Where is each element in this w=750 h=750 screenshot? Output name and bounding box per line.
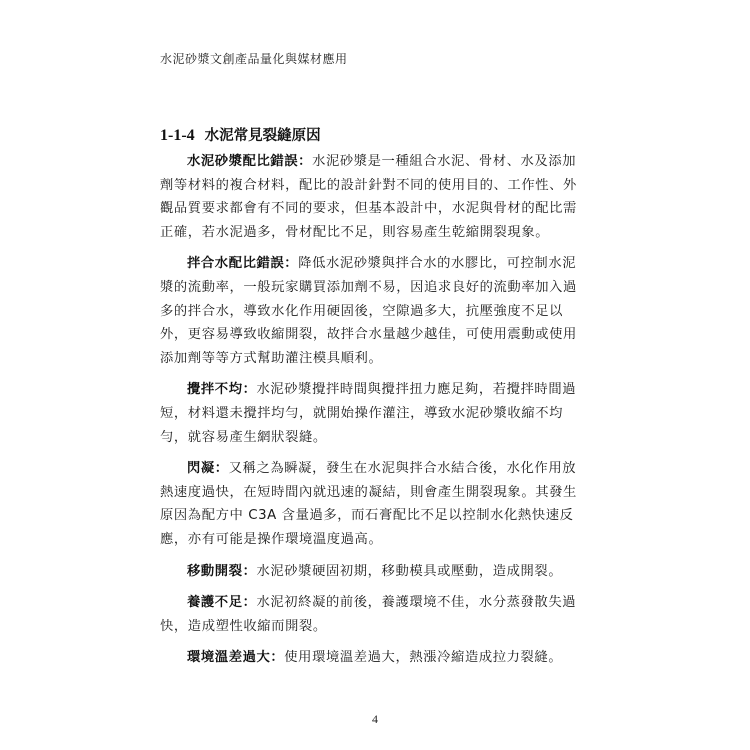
paragraph-term: 拌合水配比錯誤：	[187, 256, 299, 272]
section-number: 1-1-4	[160, 127, 195, 144]
paragraph-text: 水泥砂漿是一種組合水泥、骨材、水及添加劑等材料的複合材料，配比的設計針對不同的使用目的、工作性、外觀品質要求都會有不同的要求，但基本設計中，水泥與骨材的配比需正確，若水泥過多，骨材配比不足，則容易產生乾縮開裂現象。	[160, 154, 577, 240]
paragraph-mix-ratio	[160, 150, 580, 244]
paragraph-text: 使用環境溫差過大，熱漲冷縮造成拉力裂縫。	[284, 650, 563, 666]
paragraph-text: 降低水泥砂漿與拌合水的水膠比，可控制水泥漿的流動率，一般玩家購買添加劑不易，因追求良好的流動率加入過多的拌合水，導致水化作用硬固後，空隙過多大，抗壓強度不足以外，更容易導致收縮開裂，故拌合水量越少越佳，可使用震動或使用添加劑等等方式幫助灌注模具順利。	[160, 256, 577, 366]
paragraph-text: 水泥砂漿攪拌時間與攪拌扭力應足夠，若攪拌時間過短，材料還未攪拌均勻，就開始操作灌注，導致水泥砂漿收縮不均勻，就容易產生網狀裂縫。	[160, 382, 577, 445]
paragraph-water-ratio	[160, 252, 580, 370]
paragraph-temperature-difference	[160, 646, 580, 670]
paragraph-term: 閃凝：	[187, 461, 229, 477]
paragraph-term: 環境溫差過大：	[187, 650, 285, 666]
body-text	[160, 150, 580, 678]
paragraph-movement-cracking	[160, 560, 580, 584]
section-heading	[160, 124, 321, 145]
paragraph-term: 水泥砂漿配比錯誤：	[187, 154, 313, 169]
paragraph-flash-set	[160, 457, 580, 551]
paragraph-term: 養護不足：	[187, 595, 257, 611]
paragraph-term: 移動開裂：	[187, 563, 257, 579]
paragraph-text: 水泥砂漿硬固初期，移動模具或壓動，造成開裂。	[256, 563, 563, 579]
paragraph-uneven-mixing	[160, 378, 580, 449]
paragraph-term: 攪拌不均：	[187, 382, 257, 398]
page-number: 4	[372, 712, 378, 726]
paragraph-text: 水泥初終凝的前後，養護環境不佳，水分蒸發散失過快，造成塑性收縮而開裂。	[160, 595, 577, 634]
section-title: 水泥常見裂縫原因	[204, 128, 321, 144]
paragraph-text: 又稱之為瞬凝，發生在水泥與拌合水結合後，水化作用放熱速度過快，在短時間內就迅速的凝結，則會產生開裂現象。其發生原因為配方中 C3A 含量過多，而石膏配比不足以控制水化熱快速反應，亦有可能是操作環境溫度過高。	[160, 461, 577, 547]
paragraph-insufficient-curing	[160, 591, 580, 638]
running-header: 水泥砂漿文創產品量化與媒材應用	[160, 52, 348, 66]
